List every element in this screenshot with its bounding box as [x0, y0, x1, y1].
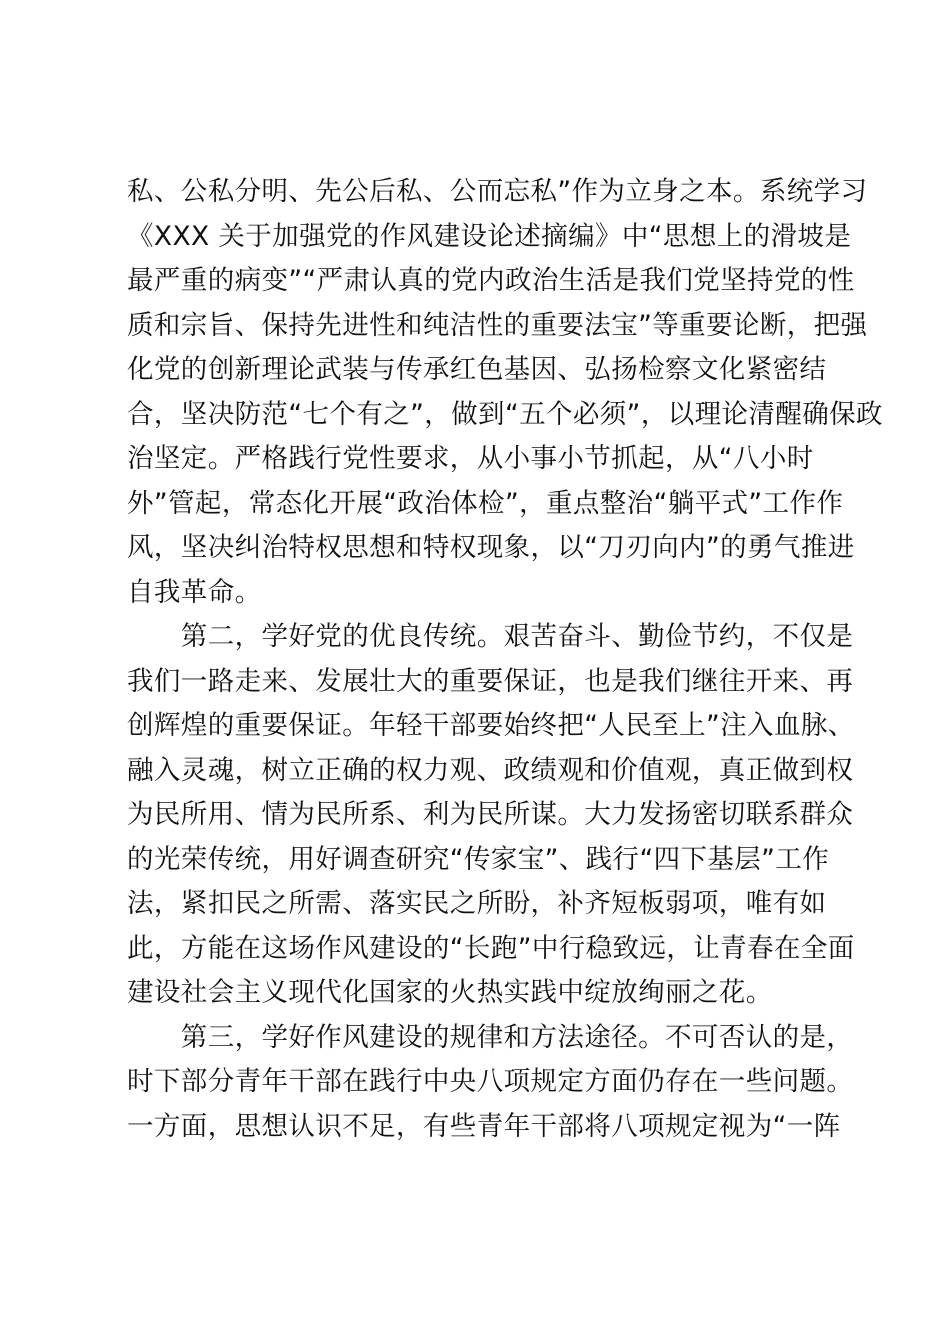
- text-line: 风，坚决纠治特权思想和特权现象，以“刀刃向内”的勇气推进: [127, 532, 855, 563]
- paragraph-heading-line: 第二，学好党的优良传统。艰苦奋斗、勤俭节约，不仅是: [127, 621, 854, 652]
- text-line: 我们一路走来、发展壮大的重要保证，也是我们继往开来、再: [127, 665, 854, 697]
- text-line: 私、公私分明、先公后私、公而忘私”作为立身之本。系统学习: [127, 176, 868, 207]
- text-line: 治坚定。严格践行党性要求，从小事小节抓起，从“八小时: [127, 443, 814, 474]
- document-body: [127, 170, 883, 1149]
- text-line: 质和宗旨、保持先进性和纯洁性的重要法宝”等重要论断，把强: [127, 309, 868, 341]
- text-line: 为民所用、情为民所系、利为民所谋。大力发扬密切联系群众: [127, 799, 854, 830]
- text-line: 融入灵魂，树立正确的权力观、政绩观和价值观，真正做到权: [127, 754, 854, 786]
- text-line: 此，方能在这场作风建设的“长跑”中行稳致远，让青春在全面: [127, 932, 855, 964]
- text-line: 创辉煌的重要保证。年轻干部要始终把“人民至上”注入血脉、: [127, 710, 855, 741]
- text-line: 化党的创新理论武装与传承红色基因、弘扬检察文化紧密结: [127, 354, 827, 385]
- paragraph-heading-line: 第三，学好作风建设的规律和方法途径。不可否认的是，: [127, 1021, 854, 1053]
- text-line: 外”管起，常态化开展“政治体检”，重点整治“躺平式”工作作: [127, 487, 844, 519]
- text-line: 法，紧扣民之所需、落实民之所盼，补齐短板弱项，唯有如: [127, 888, 827, 919]
- text-line: 合，坚决防范“七个有之”，做到“五个必须”，以理论清醒确保政: [127, 398, 883, 430]
- text-line: 时下部分青年干部在践行中央八项规定方面仍存在一些问题。: [127, 1066, 854, 1097]
- text-line: 自我革命。: [127, 576, 262, 608]
- text-line: 一方面，思想认识不足，有些青年干部将八项规定视为“一阵: [127, 1110, 841, 1142]
- text-line: 《XXX 关于加强党的作风建设论述摘编》中“思想上的滑坡是: [127, 220, 852, 252]
- text-line: 的光荣传统，用好调查研究“传家宝”、践行“四下基层”工作: [127, 843, 830, 875]
- text-line: 最严重的病变”“严肃认真的党内政治生活是我们党坚持党的性: [127, 265, 855, 296]
- text-line: 建设社会主义现代化国家的火热实践中绽放绚丽之花。: [127, 977, 773, 1008]
